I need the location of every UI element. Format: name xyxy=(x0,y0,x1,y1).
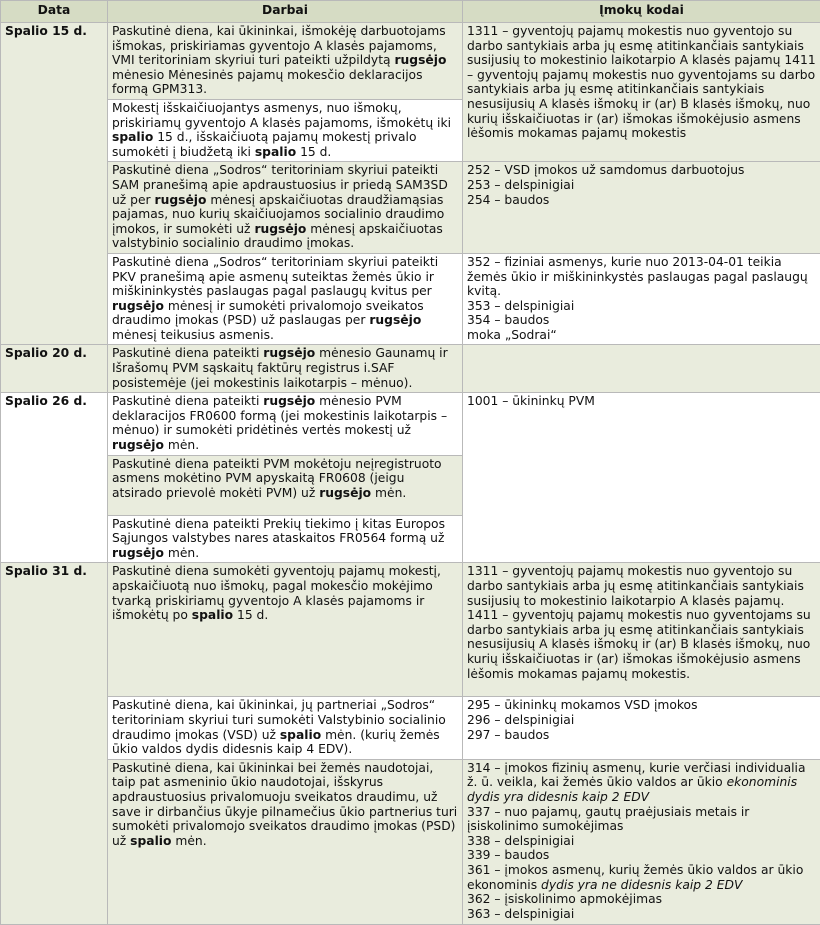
code-line: 337 – nuo pajamų, gautų praėjusiais metais ir įsiskolinimo sumokėjimas xyxy=(467,805,816,834)
date-cell: Spalio 26 d. xyxy=(1,393,108,563)
code-line: 352 – fiziniai asmenys, kurie nuo 2013-04-01 teikia žemės ūkio ir miškininkystės paslaugas pagal paslaugų kvitą. xyxy=(467,255,816,299)
code-line: moka „Sodrai“ xyxy=(467,328,816,343)
task-cell: Paskutinė diena pateikti rugsėjo mėnesio Gaunamų ir Išrašomų PVM sąskaitų faktūrų registrus i.SAF posistemėje (jei mokestinis laikotarpis – mėnuo). xyxy=(108,345,463,393)
table-row xyxy=(1,393,820,455)
task-cell: Paskutinė diena sumokėti gyventojų pajamų mokestį, apskaičiuotą nuo išmokų, pagal mokesčio mokėjimo tvarką priskiriamų gyventojo A klasės pajamoms ir išmokėtų po spalio 15 d. xyxy=(108,563,463,697)
code-line: 297 – baudos xyxy=(467,728,816,743)
code-line: 362 – įsiskolinimo apmokėjimas xyxy=(467,892,816,907)
date-cell: Spalio 20 d. xyxy=(1,345,108,393)
table-row xyxy=(1,697,820,759)
code-line: 361 – įmokos asmenų, kurių žemės ūkio valdos ar ūkio ekonominis dydis yra ne didesnis kaip 2 EDV xyxy=(467,863,816,892)
header-date: Data xyxy=(1,1,108,23)
table-row xyxy=(1,563,820,697)
codes-cell xyxy=(463,162,820,254)
task-cell: Paskutinė diena pateikti PVM mokėtoju neįregistruoto asmens mokėtino PVM apyskaitą FR0608 (jeigu atsirado prievolė mokėti PVM) už rugsėjo mėn. xyxy=(108,455,463,515)
task-cell: Paskutinė diena, kai ūkininkai, išmokėję darbuotojams išmokas, priskiriamas gyventojo A klasės pajamoms, VMI teritoriniam skyriui turi pateikti užpildytą rugsėjo mėnesio Mėnesinės pajamų mokesčio deklaracijos formą GPM313. xyxy=(108,23,463,100)
table-row xyxy=(1,253,820,345)
codes-cell: 1311 – gyventojų pajamų mokestis nuo gyventojo su darbo santykiais arba jų esmę atitinkančiais santykiais susijusių to mokestinio laikotarpio A klasės pajamų. 1411 – gyventojų pajamų mokestis nuo gyventojams su darbo santykiais arba jų esmę atitinkančiais santykiais nesusijusių A klasės išmokų ir (ar) B klasės išmokų, nuo kurių išskaičiuotas ir (ar) išmokas išmokėjusio asmens lėšomis mokamas pajamų mokestis. xyxy=(463,563,820,697)
code-line: 338 – delspinigiai xyxy=(467,834,816,849)
code-line: 339 – baudos xyxy=(467,848,816,863)
header-row xyxy=(1,1,820,23)
codes-cell: 1001 – ūkininkų PVM xyxy=(463,393,820,563)
task-cell: Mokestį išskaičiuojantys asmenys, nuo išmokų, priskiriamų gyventojo A klasės pajamoms, išmokėtų iki spalio 15 d., išskaičiuotą pajamų mokestį privalo sumokėti į biudžetą iki spalio 15 d. xyxy=(108,99,463,161)
header-codes: Įmokų kodai xyxy=(463,1,820,23)
task-cell: Paskutinė diena, kai ūkininkai, jų partneriai „Sodros“ teritoriniam skyriui turi sumokėti Valstybinio socialinio draudimo įmokas (VSD) už spalio mėn. (kurių žemės ūkio valdos dydis didesnis kaip 4 EDV). xyxy=(108,697,463,759)
code-line: 314 – įmokos fizinių asmenų, kurie verčiasi individualia ž. ū. veikla, kai žemės ūkio valdos ar ūkio ekonominis dydis yra didesnis kaip 2 EDV xyxy=(467,761,816,805)
date-cell: Spalio 31 d. xyxy=(1,563,108,924)
header-tasks: Darbai xyxy=(108,1,463,23)
codes-cell xyxy=(463,759,820,924)
codes-cell xyxy=(463,697,820,759)
code-line: 354 – baudos xyxy=(467,313,816,328)
task-cell: Paskutinė diena „Sodros“ teritoriniam skyriui pateikti PKV pranešimą apie asmenų suteiktas žemės ūkio ir miškininkystės paslaugas pagal paslaugų kvitus per rugsėjo mėnesį ir sumokėti privalomojo sveikatos draudimo įmokas (PSD) už paslaugas per rugsėjo mėnesį teikusius asmenis. xyxy=(108,253,463,345)
table-row xyxy=(1,23,820,100)
task-cell: Paskutinė diena pateikti Prekių tiekimo į kitas Europos Sąjungos valstybes nares ataskaitos FR0564 formą už rugsėjo mėn. xyxy=(108,515,463,563)
date-cell: Spalio 15 d. xyxy=(1,23,108,345)
task-cell: Paskutinė diena, kai ūkininkai bei žemės naudotojai, taip pat asmeninio ūkio naudotojai, išskyrus apdraustuosius privalomuoju sveikatos draudimu, už save ir dirbančius ūkyje pilnamečius ūkio partnerius turi sumokėti privalomojo sveikatos draudimo įmokas (PSD) už spalio mėn. xyxy=(108,759,463,924)
codes-cell xyxy=(463,345,820,393)
code-line: 363 – delspinigiai xyxy=(467,907,816,922)
codes-cell xyxy=(463,253,820,345)
table-row xyxy=(1,162,820,254)
code-line: 254 – baudos xyxy=(467,193,816,208)
code-line: 296 – delspinigiai xyxy=(467,713,816,728)
table-row xyxy=(1,759,820,924)
table-row xyxy=(1,345,820,393)
code-line: 295 – ūkininkų mokamos VSD įmokos xyxy=(467,698,816,713)
task-cell: Paskutinė diena „Sodros“ teritoriniam skyriui pateikti SAM pranešimą apie apdraustuosius ir priedą SAM3SD už per rugsėjo mėnesį apskaičiuotas draudžiamąsias pajamas, nuo kurių skaičiuojamos socialinio draudimo įmokos, ir sumokėti už rugsėjo mėnesį apskaičiuotas valstybinio socialinio draudimo įmokas. xyxy=(108,162,463,254)
code-line: 253 – delspinigiai xyxy=(467,178,816,193)
codes-cell: 1311 – gyventojų pajamų mokestis nuo gyventojo su darbo santykiais arba jų esmę atitinkančiais santykiais susijusių to mokestinio laikotarpio A klasės pajamų 1411 – gyventojų pajamų mokestis nuo gyventojams su darbo santykiais arba jų esmę atitinkančiais santykiais nesusijusių A klasės išmokų ir (ar) B klasės išmokų, nuo kurių išskaičiuotas ir (ar) išmokas išmokėjusio asmens lėšomis mokamas pajamų mokestis xyxy=(463,23,820,162)
code-line: 252 – VSD įmokos už samdomus darbuotojus xyxy=(467,163,816,178)
code-line: 353 – delspinigiai xyxy=(467,299,816,314)
task-cell: Paskutinė diena pateikti rugsėjo mėnesio PVM deklaracijos FR0600 formą (jei mokestinis laikotarpis – mėnuo) ir sumokėti pridėtinės vertės mokestį už rugsėjo mėn. xyxy=(108,393,463,455)
